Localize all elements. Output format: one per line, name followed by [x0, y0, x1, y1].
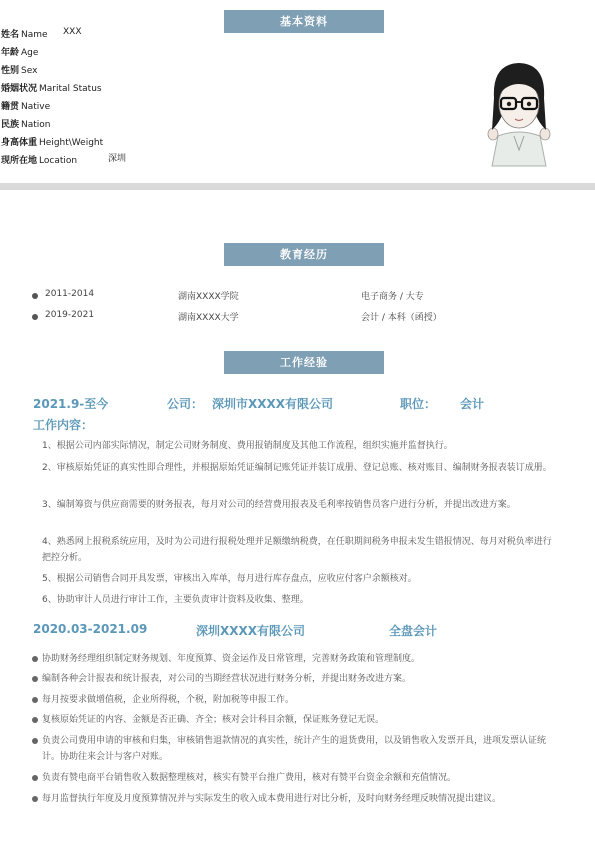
education-period: 2011-2014	[45, 289, 95, 299]
job2-duty: 负责公司费用申请的审核和归集，审核销售退款情况的真实性，统计产生的退货费用，以及销售收入发票开具，进项发票认证统计。协助往来会计与客户对账。	[32, 733, 552, 765]
bullet-dot	[32, 717, 38, 723]
section-title-basic: 基本资料	[224, 10, 384, 33]
education-school: 湖南XXXX大学	[178, 313, 239, 323]
section-title-work: 工作经验	[224, 351, 384, 374]
education-row	[32, 289, 572, 303]
bullet-dot	[32, 656, 38, 662]
education-major: 电子商务 / 大专	[361, 292, 424, 302]
job1-duty: 3、编制筹资与供应商需要的财务报表，每月对公司的经营费用报表及毛利率按销售员客户进行分析，并提出改进方案。	[42, 500, 516, 510]
bullet-dot	[32, 293, 38, 299]
info-row-native: 籍贯 Native	[1, 102, 51, 112]
job2-duty: 复核原始凭证的内容、金额是否正确、齐全；核对会计科目余额，保证账务登记无误。	[32, 712, 552, 728]
job1-company-label: 公司：	[167, 397, 204, 411]
job2-duty: 负责有赞电商平台销售收入数据整理核对，核实有赞平台推广费用，核对有赞平台资金余额和充值情况。	[32, 770, 552, 786]
info-row-height-weight: 身高体重 Height\Weight	[1, 138, 104, 148]
bullet-dot	[32, 796, 38, 802]
job1-duty: 5、根据公司销售合同开具发票，审核出入库单，每月进行库存盘点，应收应付客户余额核对。	[42, 574, 417, 584]
info-row-location: 现所在地 Location 深圳	[1, 153, 77, 166]
info-row-sex: 性别 Sex	[1, 66, 38, 76]
info-row-nation: 民族 Nation	[1, 120, 51, 130]
job2-duty: 编制各种会计报表和统计报表，对公司的当期经营状况进行财务分析，并提出财务改进方案。	[32, 671, 552, 687]
bullet-dot	[32, 697, 38, 703]
job2-duty: 每月监督执行年度及月度预算情况并与实际发生的收入成本费用进行对比分析，及时向财务经理反映情况提出建议。	[32, 791, 552, 807]
avatar	[484, 58, 554, 168]
info-value-location: 深圳	[108, 154, 127, 164]
job2-position: 全盘会计	[389, 624, 438, 638]
education-major: 会计 / 本科（函授）	[361, 313, 442, 323]
job1-content-label: 工作内容：	[33, 418, 94, 432]
bullet-dot	[32, 314, 38, 320]
education-row	[32, 310, 572, 324]
info-row-marital: 婚姻状况 Marital Status	[1, 84, 102, 94]
bullet-dot	[32, 676, 38, 682]
job2-duty: 每月按要求做增值税，企业所得税，个税，附加税等申报工作。	[32, 692, 552, 708]
divider-band	[0, 183, 595, 190]
bullet-dot	[32, 738, 38, 744]
job1-company: 深圳市XXXX有限公司	[212, 397, 334, 411]
education-period: 2019-2021	[45, 310, 95, 320]
job1-period: 2021.9-至今	[33, 397, 109, 411]
info-value-name: XXX	[63, 27, 82, 37]
job2-company: 深圳XXXX有限公司	[196, 624, 306, 638]
info-row-name: 姓名 Name XXX	[1, 27, 82, 40]
job2-duty: 协助财务经理组织制定财务规划、年度预算、资金运作及日常管理，完善财务政策和管理制度。	[32, 651, 552, 667]
job1-position-label: 职位：	[400, 397, 437, 411]
info-row-age: 年龄 Age	[1, 48, 39, 58]
job1-duty: 4、熟悉网上报税系统应用，及时为公司进行报税处理并足额缴纳税费，在任职期间税务申报未发生错报情况、每月对税负率进行把控分析。	[42, 537, 552, 563]
education-school: 湖南XXXX学院	[178, 292, 239, 302]
job2-period: 2020.03-2021.09	[33, 622, 148, 636]
job1-duty: 6、协助审计人员进行审计工作，主要负责审计资料及收集、整理。	[42, 595, 309, 605]
section-title-education: 教育经历	[224, 243, 384, 266]
job1-duty: 2、审核原始凭证的真实性即合理性，并根据原始凭证编制记账凭证并装订成册、登记总账、核对账目、编制财务报表装订成册。	[42, 463, 552, 473]
job1-position: 会计	[460, 397, 485, 411]
job1-duty: 1、根据公司内部实际情况，制定公司财务制度、费用报销制度及其他工作流程，组织实施并监督执行。	[42, 441, 453, 451]
bullet-dot	[32, 775, 38, 781]
